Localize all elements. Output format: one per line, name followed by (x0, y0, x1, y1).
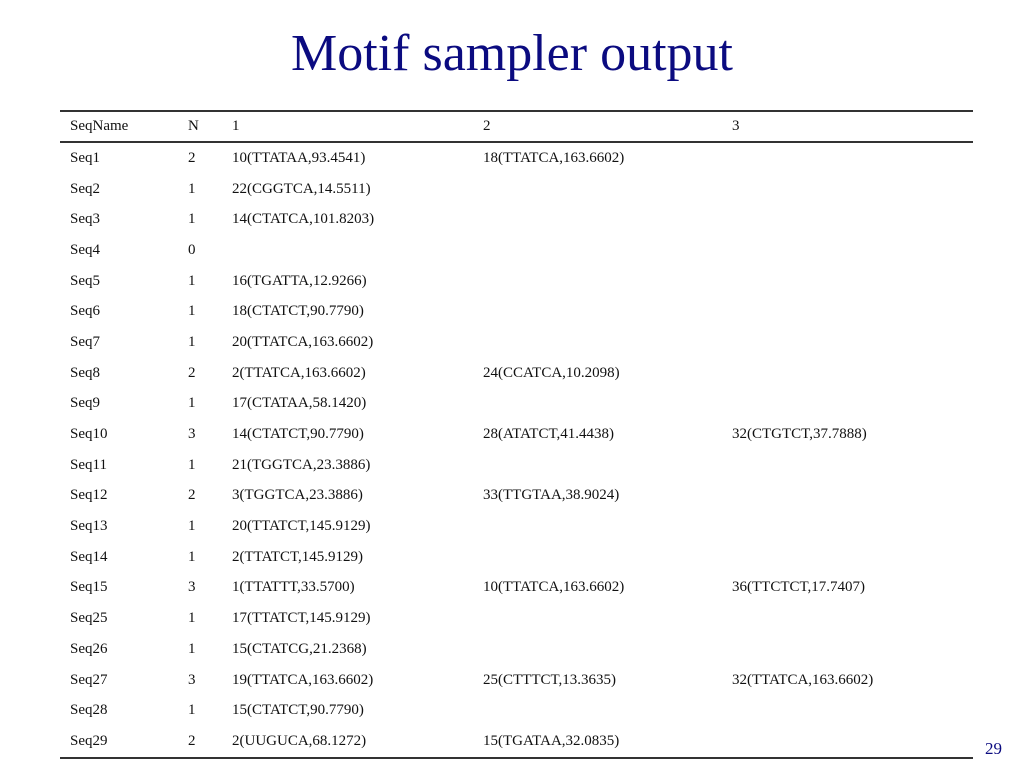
cell-motif-1: 22(CGGTCA,14.5511) (232, 180, 371, 197)
cell-motif-1: 14(CTATCA,101.8203) (232, 211, 375, 228)
table-row (60, 603, 973, 634)
cell-n: 1 (188, 640, 196, 657)
motif-table (60, 110, 973, 759)
cell-motif-1: 10(TTATAA,93.4541) (232, 149, 366, 166)
cell-motif-1: 17(TTATCT,145.9129) (232, 610, 371, 627)
table-row (60, 389, 973, 420)
cell-motif-1: 20(TTATCA,163.6602) (232, 333, 374, 350)
cell-motif-3 (722, 634, 973, 665)
cell-n: 1 (188, 333, 196, 350)
cell-seqname: Seq13 (70, 518, 108, 535)
table-row (60, 450, 973, 481)
cell-motif-1: 15(CTATCG,21.2368) (232, 640, 367, 657)
cell-motif-1: 15(CTATCT,90.7790) (232, 702, 364, 719)
header-col-2: 2 (483, 118, 491, 134)
motif-table-container (60, 110, 973, 759)
cell-seqname: Seq1 (70, 149, 100, 166)
cell-motif-3: 32(CTGTCT,37.7888) (732, 426, 867, 443)
cell-motif-1: 18(CTATCT,90.7790) (232, 303, 364, 320)
cell-seqname: Seq26 (70, 640, 108, 657)
cell-motif-1: 20(TTATCT,145.9129) (232, 518, 371, 535)
table-row (60, 695, 973, 726)
cell-seqname: Seq15 (70, 579, 108, 596)
cell-motif-2: 18(TTATCA,163.6602) (483, 149, 625, 166)
cell-motif-1: 2(TTATCA,163.6602) (232, 364, 366, 381)
cell-motif-3 (722, 327, 973, 358)
cell-motif-3: 32(TTATCA,163.6602) (732, 671, 874, 688)
table-row (60, 327, 973, 358)
cell-seqname: Seq11 (70, 456, 107, 473)
table-body (60, 142, 973, 758)
cell-seqname: Seq28 (70, 702, 108, 719)
table-row (60, 511, 973, 542)
cell-motif-3 (722, 511, 973, 542)
header-seqname: SeqName (70, 118, 129, 134)
cell-motif-1 (222, 235, 473, 266)
cell-motif-2: 10(TTATCA,163.6602) (483, 579, 625, 596)
cell-motif-1: 1(TTATTT,33.5700) (232, 579, 355, 596)
cell-n: 1 (188, 456, 196, 473)
cell-motif-2: 24(CCATCA,10.2098) (483, 364, 620, 381)
cell-seqname: Seq9 (70, 395, 100, 412)
cell-n: 3 (188, 671, 196, 688)
cell-motif-3 (722, 174, 973, 205)
table-row (60, 419, 973, 450)
cell-motif-1: 2(TTATCT,145.9129) (232, 548, 364, 565)
cell-motif-3 (722, 450, 973, 481)
table-header (60, 111, 973, 142)
cell-motif-3 (722, 695, 973, 726)
cell-motif-1: 19(TTATCA,163.6602) (232, 671, 374, 688)
cell-motif-1: 16(TGATTA,12.9266) (232, 272, 367, 289)
header-col-1: 1 (232, 118, 240, 134)
cell-n: 2 (188, 149, 196, 166)
cell-seqname: Seq6 (70, 303, 100, 320)
header-n: N (188, 118, 199, 134)
cell-motif-2 (473, 389, 722, 420)
table-row (60, 296, 973, 327)
table-row (60, 481, 973, 512)
cell-seqname: Seq14 (70, 548, 108, 565)
cell-n: 1 (188, 303, 196, 320)
cell-motif-3 (722, 358, 973, 389)
cell-motif-3: 36(TTCTCT,17.7407) (732, 579, 866, 596)
cell-motif-2 (473, 235, 722, 266)
cell-motif-2 (473, 695, 722, 726)
cell-motif-1: 17(CTATAA,58.1420) (232, 395, 367, 412)
cell-motif-2 (473, 174, 722, 205)
cell-motif-2 (473, 266, 722, 297)
cell-n: 1 (188, 395, 196, 412)
cell-n: 2 (188, 487, 196, 504)
cell-motif-3 (722, 542, 973, 573)
table-row (60, 235, 973, 266)
cell-motif-2 (473, 542, 722, 573)
cell-n: 1 (188, 272, 196, 289)
table-row (60, 204, 973, 235)
cell-seqname: Seq27 (70, 671, 108, 688)
header-row (60, 111, 973, 142)
table-row (60, 358, 973, 389)
header-col-3: 3 (732, 118, 740, 134)
cell-seqname: Seq10 (70, 426, 108, 443)
cell-motif-3 (722, 142, 973, 174)
cell-motif-3 (722, 204, 973, 235)
cell-motif-1: 21(TGGTCA,23.3886) (232, 456, 371, 473)
cell-seqname: Seq7 (70, 333, 100, 350)
cell-seqname: Seq3 (70, 211, 100, 228)
cell-motif-2 (473, 603, 722, 634)
cell-seqname: Seq4 (70, 241, 100, 258)
cell-seqname: Seq8 (70, 364, 100, 381)
cell-seqname: Seq25 (70, 610, 108, 627)
cell-n: 2 (188, 732, 196, 749)
cell-motif-3 (722, 235, 973, 266)
table-row (60, 542, 973, 573)
cell-n: 3 (188, 426, 196, 443)
cell-motif-2 (473, 450, 722, 481)
cell-n: 1 (188, 518, 196, 535)
cell-motif-2 (473, 511, 722, 542)
cell-motif-3 (722, 266, 973, 297)
table-row (60, 142, 973, 174)
cell-n: 2 (188, 364, 196, 381)
cell-motif-2: 25(CTTTCT,13.3635) (483, 671, 617, 688)
cell-motif-2 (473, 296, 722, 327)
cell-motif-3 (722, 481, 973, 512)
cell-motif-3 (722, 603, 973, 634)
cell-seqname: Seq2 (70, 180, 100, 197)
cell-n: 1 (188, 702, 196, 719)
cell-motif-2: 33(TTGTAA,38.9024) (483, 487, 620, 504)
cell-motif-1: 2(UUGUCA,68.1272) (232, 732, 367, 749)
cell-n: 0 (188, 241, 196, 258)
cell-motif-2 (473, 327, 722, 358)
table-row (60, 634, 973, 665)
cell-n: 1 (188, 548, 196, 565)
cell-motif-1: 3(TGGTCA,23.3886) (232, 487, 363, 504)
table-row (60, 726, 973, 758)
cell-motif-2 (473, 204, 722, 235)
cell-seqname: Seq5 (70, 272, 100, 289)
cell-motif-1: 14(CTATCT,90.7790) (232, 426, 364, 443)
cell-n: 3 (188, 579, 196, 596)
cell-motif-3 (722, 389, 973, 420)
cell-n: 1 (188, 211, 196, 228)
page-number: 29 (985, 739, 1002, 758)
cell-seqname: Seq12 (70, 487, 108, 504)
cell-motif-3 (722, 296, 973, 327)
cell-motif-2: 15(TGATAA,32.0835) (483, 732, 620, 749)
cell-motif-2 (473, 634, 722, 665)
slide-title: Motif sampler output (291, 25, 733, 82)
cell-motif-3 (722, 726, 973, 758)
cell-n: 1 (188, 610, 196, 627)
cell-n: 1 (188, 180, 196, 197)
cell-motif-2: 28(ATATCT,41.4438) (483, 426, 615, 443)
table-row (60, 665, 973, 696)
table-row (60, 266, 973, 297)
cell-seqname: Seq29 (70, 732, 108, 749)
table-row (60, 573, 973, 604)
table-row (60, 174, 973, 205)
